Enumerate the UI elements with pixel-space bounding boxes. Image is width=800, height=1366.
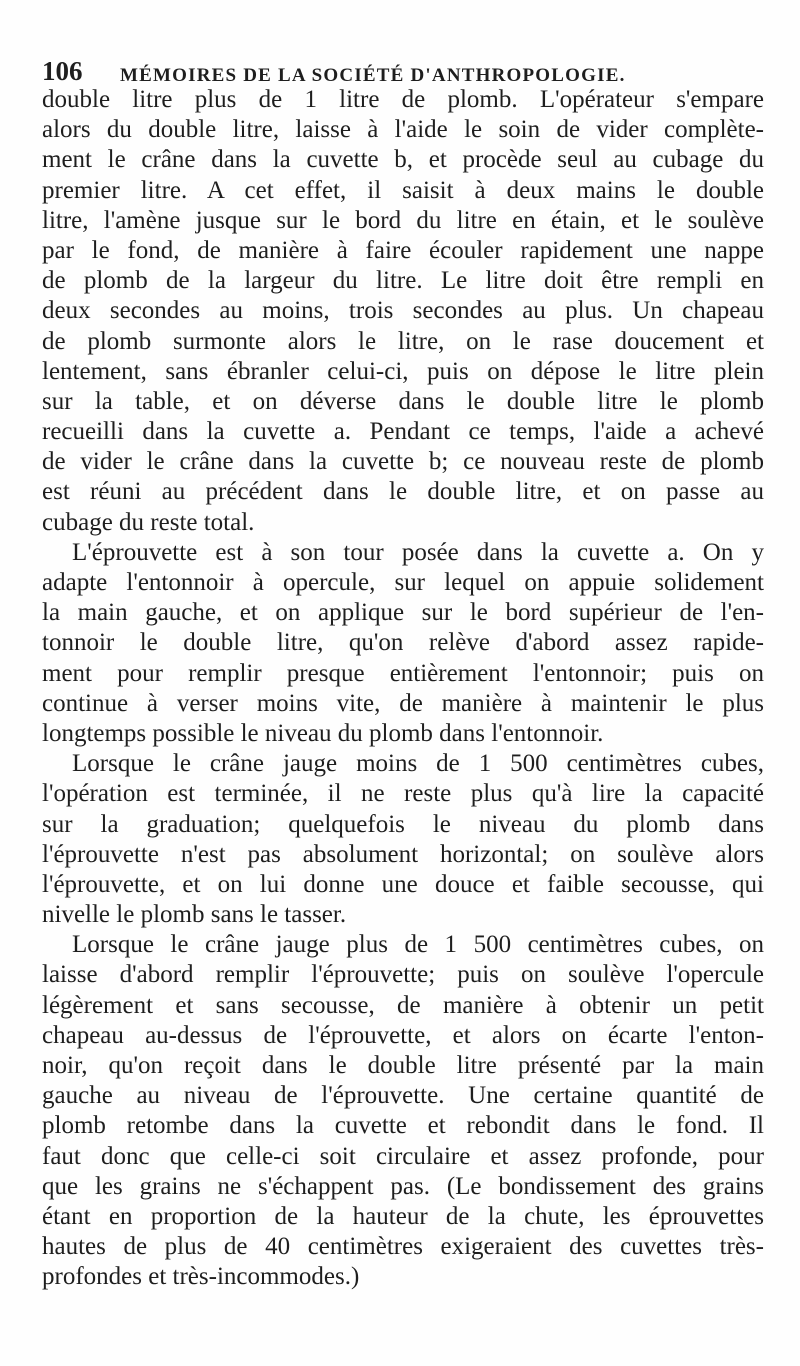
text-line: deux secondes au moins, trois secondes au plus. Un chapeau [42, 297, 764, 325]
text-line: de plomb de la largeur du litre. Le litre doit être rempli en [42, 267, 764, 295]
text-line: ment le crâne dans la cuvette b, et procède seul au cubage du [42, 146, 764, 174]
text-line: lentement, sans ébranler celui-ci, puis on dépose le litre plein [42, 357, 764, 385]
text-line: ment pour remplir presque entièrement l'entonnoir; puis on [42, 659, 764, 687]
text-line: nivelle le plomb sans le tasser. [42, 901, 347, 929]
text-line: par le fond, de manière à faire écouler rapidement une nappe [42, 236, 764, 264]
text-line: cubage du reste total. [42, 508, 255, 536]
text-line: étant en proportion de la hauteur de la chute, les éprouvettes [42, 1202, 764, 1230]
text-line: recueilli dans la cuvette a. Pendant ce temps, l'aide a achevé [42, 418, 764, 446]
text-line: plomb retombe dans la cuvette et rebondit dans le fond. Il [42, 1112, 764, 1140]
text-line: litre, l'amène jusque sur le bord du litre en étain, et le soulève [42, 206, 764, 234]
text-line: légèrement et sans secousse, de manière à obtenir un petit [42, 991, 764, 1019]
text-line: gauche au niveau de l'éprouvette. Une certaine quantité de [42, 1082, 764, 1110]
text-line: alors du double litre, laisse à l'aide le soin de vider complète- [42, 116, 764, 144]
text-line: continue à verser moins vite, de manière à maintenir le plus [42, 689, 764, 717]
text-line: chapeau au-dessus de l'éprouvette, et alors on écarte l'enton- [42, 1021, 764, 1049]
text-line: sur la graduation; quelquefois le niveau du plomb dans [42, 810, 764, 838]
text-line: L'éprouvette est à son tour posée dans la cuvette a. On y [72, 538, 764, 566]
text-line: profondes et très-incommodes.) [42, 1263, 360, 1291]
running-title: MÉMOIRES DE LA SOCIÉTÉ D'ANTHROPOLOGIE. [120, 65, 626, 86]
text-line: laisse d'abord remplir l'éprouvette; puis on soulève l'opercule [42, 961, 764, 989]
text-line: hautes de plus de 40 centimètres exigeraient des cuvettes très- [42, 1233, 764, 1261]
text-line: adapte l'entonnoir à opercule, sur lequel on appuie solidement [42, 569, 764, 596]
text-line: que les grains ne s'échappent pas. (Le bondissement des grains [42, 1172, 764, 1200]
text-line: double litre plus de 1 litre de plomb. L'opérateur s'empare [42, 86, 764, 113]
text-line: Lorsque le crâne jauge moins de 1 500 centimètres cubes, [72, 750, 764, 778]
text-line: tonnoir le double litre, qu'on relève d'abord assez rapide- [42, 629, 764, 657]
text-line: de plomb surmonte alors le litre, on le rase doucement et [42, 327, 764, 355]
text-line: Lorsque le crâne jauge plus de 1 500 centimètres cubes, on [72, 931, 764, 959]
text-line: l'éprouvette n'est pas absolument horizontal; on soulève alors [42, 840, 764, 868]
text-line: de vider le crâne dans la cuvette b; ce nouveau reste de plomb [42, 448, 764, 476]
text-line: noir, qu'on reçoit dans le double litre présenté par la main [42, 1052, 764, 1079]
text-line: est réuni au précédent dans le double litre, et on passe au [42, 478, 764, 506]
text-line: faut donc que celle-ci soit circulaire et assez profonde, pour [42, 1142, 764, 1170]
text-line: l'opération est terminée, il ne reste plus qu'à lire la capacité [42, 780, 764, 808]
page-number: 106 [42, 56, 83, 86]
text-line: sur la table, et on déverse dans le double litre le plomb [42, 387, 764, 415]
text-line: la main gauche, et on applique sur le bord supérieur de l'en- [42, 599, 764, 627]
text-line: l'éprouvette, et on lui donne une douce et faible secousse, qui [42, 870, 764, 898]
text-line: longtemps possible le niveau du plomb dans l'entonnoir. [42, 719, 604, 747]
body-text [42, 85, 764, 1293]
text-line: premier litre. A cet effet, il saisit à deux mains le double [42, 176, 764, 204]
